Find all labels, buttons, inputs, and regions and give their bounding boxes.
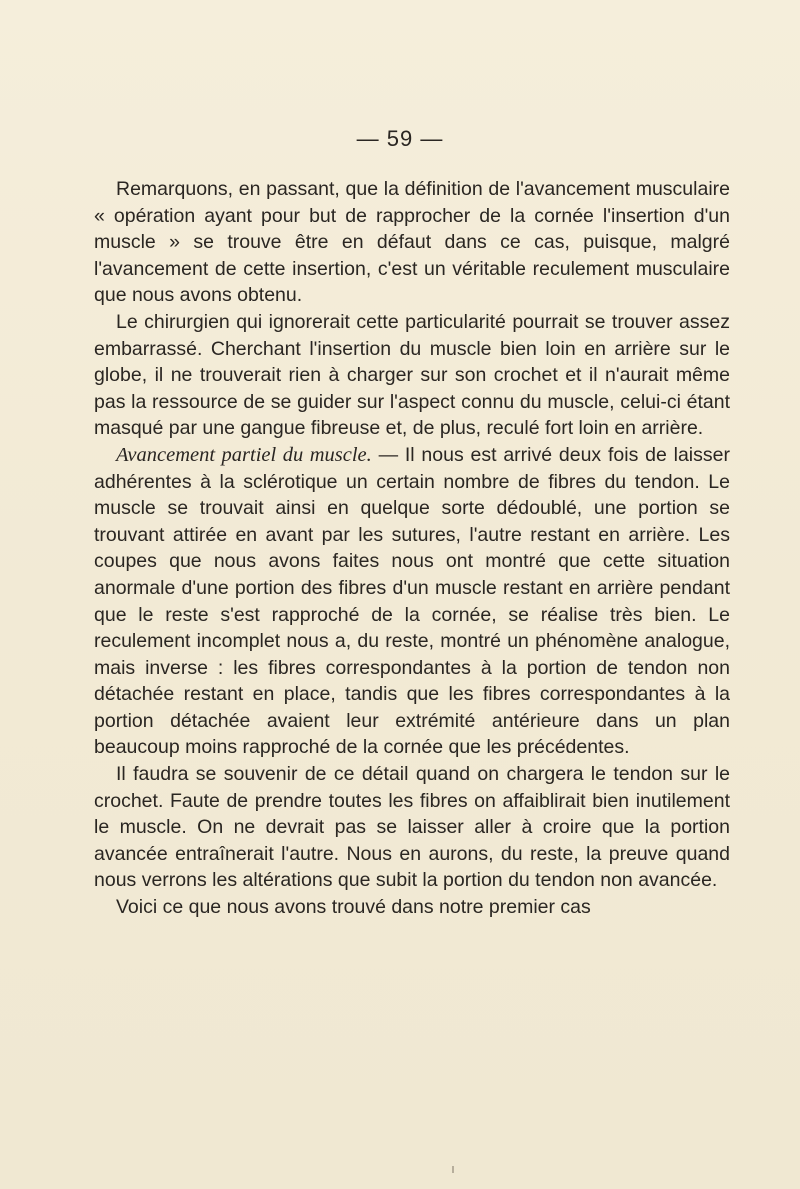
paragraph-partial-advancement <box>94 442 730 761</box>
paragraph-tendon-detail: Il faudra se souvenir de ce détail quand on chargera le tendon sur le crochet. Faute de prendre toutes les fibres on affaiblirait bien inutilement le muscle. On ne devrait pas se laisser aller à croire que la portion avancée entraînerait l'autre. Nous en aurons, du reste, la preuve quand nous verrons les altérations que subit la portion du tendon non avancée. <box>94 763 730 892</box>
body-text <box>94 176 730 921</box>
paragraph-partial-advancement-text: — Il nous est arrivé deux fois de laisser adhérentes à la sclérotique un certain nombre de fibres du tendon. Le muscle se trouvait ainsi en quelque sorte dédoublé, une portion se trouvant attirée en avant par les sutures, l'autre restant en arrière. Les coupes que nous avons faites nous ont montré que cette situation anormale d'une portion des fibres d'un muscle restant en arrière pendant que le reste s'est rapproché de la cornée, se réalise très bien. Le reculement incomplet nous a, du reste, montré un phénomène analogue, mais inverse : les fibres correspondantes à la portion de tendon non détachée restant en place, tandis que les fibres correspondantes à la portion détachée avaient leur extrémité antérieure dans un plan beaucoup moins rapproché de la cornée que les précédentes. <box>94 443 730 759</box>
section-heading-partial-advancement: Avancement partiel du muscle. <box>116 443 372 466</box>
paragraph-definition-remark: Remarquons, en passant, que la définition de l'avancement musculaire « opération ayant pour but de rapprocher de la cornée l'insertion d'un muscle » se trouve être en défaut dans ce cas, puisque, malgré l'avancement de cette insertion, c'est un véritable reculement musculaire que nous avons obtenu. <box>94 178 730 307</box>
paragraph-first-case: Voici ce que nous avons trouvé dans notre premier cas <box>116 896 591 919</box>
page-number: — 59 — <box>356 126 444 151</box>
print-mark <box>452 1166 454 1173</box>
paragraph-surgeon-difficulty: Le chirurgien qui ignorerait cette particularité pourrait se trouver assez embarrassé. Cherchant l'insertion du muscle bien loin en arrière sur le globe, il ne trouverait rien à charger sur son crochet et il n'aurait même pas la ressource de se guider sur l'aspect connu du muscle, celui-ci étant masqué par une gangue fibreuse et, de plus, reculé fort loin en arrière. <box>94 310 730 440</box>
